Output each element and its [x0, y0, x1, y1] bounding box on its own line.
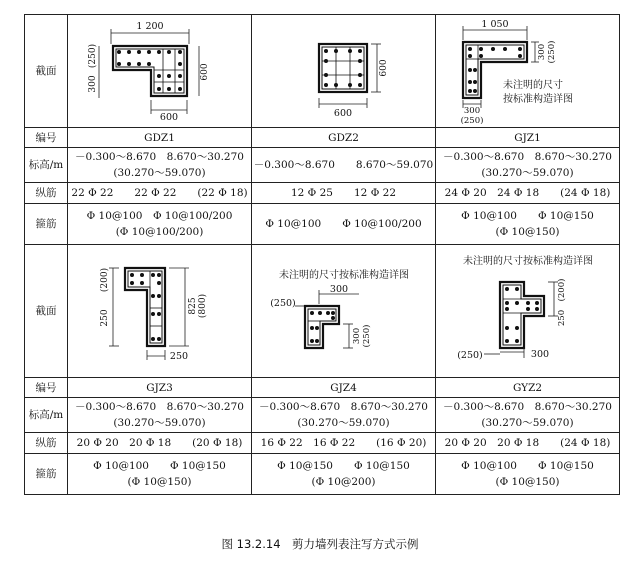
row-label-section-1: 截面 — [25, 15, 68, 128]
dim-right-b-gjz1: (250) — [546, 40, 557, 64]
elevation-line2-gdz1: (30.270～59.070) — [113, 167, 206, 179]
id-gjz3: GJZ3 — [68, 378, 252, 398]
stirrup-gjz4 — [252, 454, 436, 495]
id-gyz2: GYZ2 — [436, 378, 620, 398]
dim-right-b-gjz3: (800) — [197, 293, 208, 319]
dim-left-b-gdz1: 300 — [87, 75, 98, 93]
dim-right-a-gjz1: 300 — [536, 43, 547, 61]
stirrup-line1-gjz3: Φ 10@100 Φ 10@150 — [93, 460, 226, 472]
dim-bottom-gdz2: 600 — [333, 108, 352, 119]
figure-number: 图 13.2.14 — [221, 537, 281, 551]
elevation-line1-gdz1: －0.300～8.670 8.670～30.270 — [75, 151, 244, 163]
longitudinal-gjz4: 16 Φ 22 16 Φ 22 (16 Φ 20) — [252, 433, 436, 454]
row-label-elevation-2: 标高/m — [25, 398, 68, 433]
dim-bottom-gdz1: 600 — [159, 112, 178, 123]
dim-left-b-gjz3: 250 — [99, 309, 110, 327]
note-gyz2: 未注明的尺寸按标准构造详图 — [462, 256, 593, 267]
elevation-line1-gjz3: －0.300～8.670 8.670～30.270 — [75, 401, 244, 413]
dim-top-gjz1: 1 050 — [480, 19, 509, 30]
section-drawing-gjz3 — [85, 248, 235, 374]
dim-right-gdz2: 600 — [378, 59, 389, 77]
dim-bottom-a-gjz1: 300 — [463, 106, 480, 116]
dim-right-b-gyz2: 250 — [556, 309, 567, 327]
figure-caption — [0, 536, 640, 552]
row-label-section-2: 截面 — [25, 245, 68, 378]
elevation-line1-gjz1: －0.300～8.670 8.670～30.270 — [443, 151, 612, 163]
dim-right-a-gjz4: 300 — [351, 327, 362, 345]
stirrup-line1-gjz4: Φ 10@150 Φ 10@150 — [277, 460, 410, 472]
longitudinal-gdz2: 12 Φ 25 12 Φ 22 — [252, 183, 436, 204]
elevation-line1-gdz2: －0.300～8.670 8.670～59.070 — [253, 159, 434, 171]
elevation-line2-gyz2: (30.270～59.070) — [481, 417, 574, 429]
section-drawing-gyz2 — [440, 248, 616, 374]
stirrup-gyz2 — [436, 454, 620, 495]
stirrup-gdz2 — [252, 204, 436, 245]
id-gjz4: GJZ4 — [252, 378, 436, 398]
section-cell-gdz1 — [68, 15, 252, 128]
stirrup-line2-gdz1: (Φ 10@100/200) — [115, 226, 204, 238]
row-label-elevation-1: 标高/m — [25, 148, 68, 183]
section-drawing-gdz1 — [85, 18, 235, 124]
elevation-line2-gjz4: (30.270～59.070) — [297, 417, 390, 429]
section-cell-gjz3 — [68, 245, 252, 378]
id-gjz1: GJZ1 — [436, 128, 620, 148]
id-gdz2: GDZ2 — [252, 128, 436, 148]
stirrup-gjz3 — [68, 454, 252, 495]
dim-right-b-gjz4: (250) — [361, 324, 372, 348]
stirrup-line1-gdz1: Φ 10@100 Φ 10@100/200 — [86, 210, 233, 222]
note-gjz4: 未注明的尺寸按标准构造详图 — [278, 270, 409, 281]
stirrup-line2-gjz4: (Φ 10@200) — [311, 476, 376, 488]
dim-right-gdz1: 600 — [199, 63, 210, 81]
dim-left-gjz4: (250) — [269, 298, 296, 309]
row-label-stirrup-2: 箍筋 — [25, 454, 68, 495]
elevation-line1-gyz2: －0.300～8.670 8.670～30.270 — [443, 401, 612, 413]
id-gdz1: GDZ1 — [68, 128, 252, 148]
elevation-line2-gjz3: (30.270～59.070) — [113, 417, 206, 429]
figure-title: 剪力墙列表注写方式示例 — [292, 537, 419, 551]
stirrup-line1-gjz1: Φ 10@100 Φ 10@150 — [461, 210, 594, 222]
section-cell-gjz1 — [436, 15, 620, 128]
dim-bottom-gjz3: 250 — [169, 351, 188, 362]
dim-bottom-b-gjz1: (250) — [460, 116, 483, 124]
section-drawing-gjz1 — [443, 18, 613, 124]
row-label-longitudinal-1: 纵筋 — [25, 183, 68, 204]
dim-bottom-gyz2: 300 — [530, 349, 549, 360]
section-drawing-gdz2 — [269, 18, 419, 124]
elevation-gdz1 — [68, 148, 252, 183]
row-label-id-1: 编号 — [25, 128, 68, 148]
elevation-gdz2 — [252, 148, 436, 183]
section-cell-gdz2 — [252, 15, 436, 128]
dim-top-gdz1: 1 200 — [135, 21, 164, 32]
elevation-gjz1 — [436, 148, 620, 183]
stirrup-gjz1 — [436, 204, 620, 245]
longitudinal-gjz3: 20 Φ 20 20 Φ 18 (20 Φ 18) — [68, 433, 252, 454]
longitudinal-gdz1: 22 Φ 22 22 Φ 22 (22 Φ 18) — [68, 183, 252, 204]
stirrup-line2-gjz3: (Φ 10@150) — [127, 476, 192, 488]
dim-right-a-gyz2: (200) — [556, 278, 567, 302]
shear-wall-column-table — [24, 14, 620, 495]
stirrup-line2-gyz2: (Φ 10@150) — [495, 476, 560, 488]
elevation-line2-gjz1: (30.270～59.070) — [481, 167, 574, 179]
section-cell-gyz2 — [436, 245, 620, 378]
stirrup-line2-gjz1: (Φ 10@150) — [495, 226, 560, 238]
row-label-longitudinal-2: 纵筋 — [25, 433, 68, 454]
dim-top-gjz4: 300 — [329, 284, 348, 295]
elevation-line1-gjz4: －0.300～8.670 8.670～30.270 — [259, 401, 428, 413]
elevation-gyz2 — [436, 398, 620, 433]
note-line2-gjz1: 按标准构造详图 — [502, 94, 573, 105]
row-label-stirrup-1: 箍筋 — [25, 204, 68, 245]
elevation-gjz3 — [68, 398, 252, 433]
dim-right-a-gjz3: 825 — [187, 297, 198, 315]
section-drawing-gjz4 — [259, 248, 429, 374]
stirrup-gdz1 — [68, 204, 252, 245]
dim-left-a-gdz1: (250) — [87, 43, 98, 69]
note-line1-gjz1: 未注明的尺寸 — [502, 80, 563, 91]
dim-left-gyz2: (250) — [456, 350, 483, 361]
section-cell-gjz4 — [252, 245, 436, 378]
stirrup-line1-gyz2: Φ 10@100 Φ 10@150 — [461, 460, 594, 472]
elevation-gjz4 — [252, 398, 436, 433]
row-label-id-2: 编号 — [25, 378, 68, 398]
longitudinal-gjz1: 24 Φ 20 24 Φ 18 (24 Φ 18) — [436, 183, 620, 204]
stirrup-line1-gdz2: Φ 10@100 Φ 10@100/200 — [265, 218, 422, 230]
dim-left-a-gjz3: (200) — [99, 267, 110, 293]
longitudinal-gyz2: 20 Φ 20 20 Φ 18 (24 Φ 18) — [436, 433, 620, 454]
